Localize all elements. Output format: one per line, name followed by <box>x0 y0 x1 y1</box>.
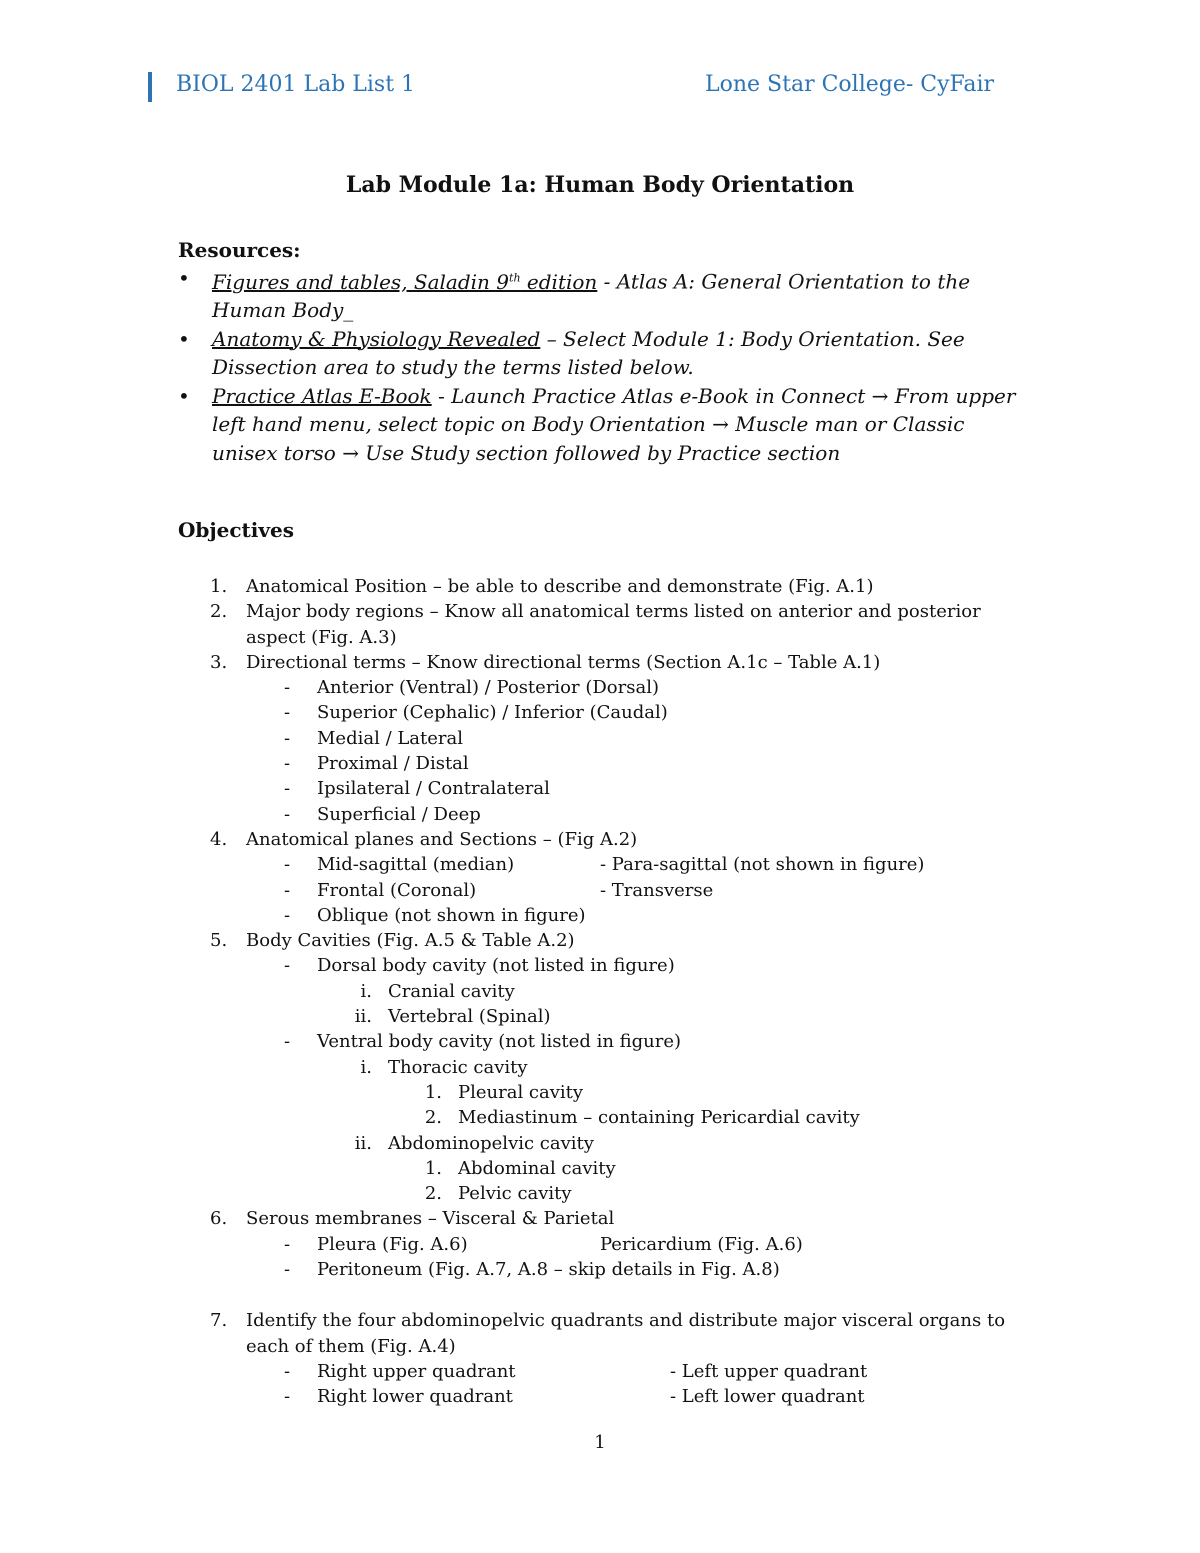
resource-text: - Atlas A: General Orientation to the Human Body_ <box>212 269 971 323</box>
list-item: - Frontal (Coronal) - Transverse <box>284 879 714 901</box>
objective-item: 7. Identify the four abdominopelvic quadrants and distribute major visceral organs to each of them (Fig. A.4) <box>210 1310 1006 1357</box>
page-number: 1 <box>594 1432 606 1453</box>
list-item: i. Cranial cavity <box>360 980 515 1002</box>
objectives-list <box>178 574 1038 1410</box>
resource-text: – Select Module 1: Body Orientation. See Dissection area to study the terms listed below. <box>212 326 965 380</box>
page-title: Lab Module 1a: Human Body Orientation <box>345 172 855 198</box>
list-item: - Ipsilateral / Contralateral <box>284 778 550 800</box>
list-item: - Right lower quadrant - Left lower quadrant <box>284 1386 865 1408</box>
list-item: - Superior (Cephalic) / Inferior (Caudal) <box>284 702 668 724</box>
list-item: 2. Pelvic cavity <box>424 1183 572 1205</box>
objectives-heading: Objectives <box>178 518 294 542</box>
objective-item: 3. Directional terms – Know directional terms (Section A.1c – Table A.1) <box>210 651 881 673</box>
list-item: - Pleura (Fig. A.6) Pericardium (Fig. A.6) <box>284 1233 803 1255</box>
list-item: ii. Abdominopelvic cavity <box>354 1132 594 1154</box>
bullet-icon: • <box>178 383 190 408</box>
list-item: - Dorsal body cavity (not listed in figure) <box>284 955 675 977</box>
list-item: - Oblique (not shown in figure) <box>284 904 586 926</box>
resource-item <box>178 382 1028 468</box>
resource-item <box>178 325 1028 382</box>
resource-link[interactable]: Figures and tables, Saladin 9th edition <box>212 269 598 294</box>
objective-item: 6. Serous membranes – Visceral & Parietal <box>210 1208 615 1230</box>
list-item: 1. Pleural cavity <box>424 1081 584 1103</box>
list-item: - Proximal / Distal <box>284 753 469 775</box>
list-item: 2. Mediastinum – containing Pericardial cavity <box>424 1107 860 1129</box>
objective-item: 4. Anatomical planes and Sections – (Fig A.2) <box>210 828 638 850</box>
resources-heading: Resources: <box>178 238 301 262</box>
list-item: - Superficial / Deep <box>284 803 481 825</box>
list-item: ii. Vertebral (Spinal) <box>354 1006 551 1028</box>
list-item: - Right upper quadrant - Left upper quadrant <box>284 1360 868 1382</box>
list-item: - Ventral body cavity (not listed in figure) <box>284 1031 682 1053</box>
objective-item: 5. Body Cavities (Fig. A.5 & Table A.2) <box>210 930 575 952</box>
list-item: - Peritoneum (Fig. A.7, A.8 – skip details in Fig. A.8) <box>284 1259 780 1281</box>
list-item: - Anterior (Ventral) / Posterior (Dorsal) <box>284 677 659 699</box>
objective-item: 1. Anatomical Position – be able to describe and demonstrate (Fig. A.1) <box>210 576 874 597</box>
list-item: - Medial / Lateral <box>284 727 464 749</box>
resource-item <box>178 264 1028 325</box>
header-course: BIOL 2401 Lab List 1 <box>176 72 416 97</box>
resource-link[interactable]: Anatomy & Physiology Revealed <box>212 326 541 351</box>
resource-text: - Launch Practice Atlas e-Book in Connect → From upper left hand menu, select topic on Body Orientation → Muscle man or Classic unisex torso → Use Study section followed by Practice section <box>212 383 1016 465</box>
bullet-icon: • <box>178 326 190 351</box>
list-item: - Mid-sagittal (median) - Para-sagittal (not shown in figure) <box>284 854 925 876</box>
list-item: i. Thoracic cavity <box>360 1056 528 1078</box>
objective-item: 2. Major body regions – Know all anatomical terms listed on anterior and posterior aspect (Fig. A.3) <box>210 601 981 648</box>
header-accent-bar <box>148 72 152 102</box>
resources-list <box>178 264 1028 467</box>
resource-link[interactable]: Practice Atlas E-Book <box>212 383 432 408</box>
bullet-icon: • <box>178 266 190 290</box>
list-item: 1. Abdominal cavity <box>424 1157 616 1179</box>
header-college: Lone Star College- CyFair <box>705 72 994 97</box>
